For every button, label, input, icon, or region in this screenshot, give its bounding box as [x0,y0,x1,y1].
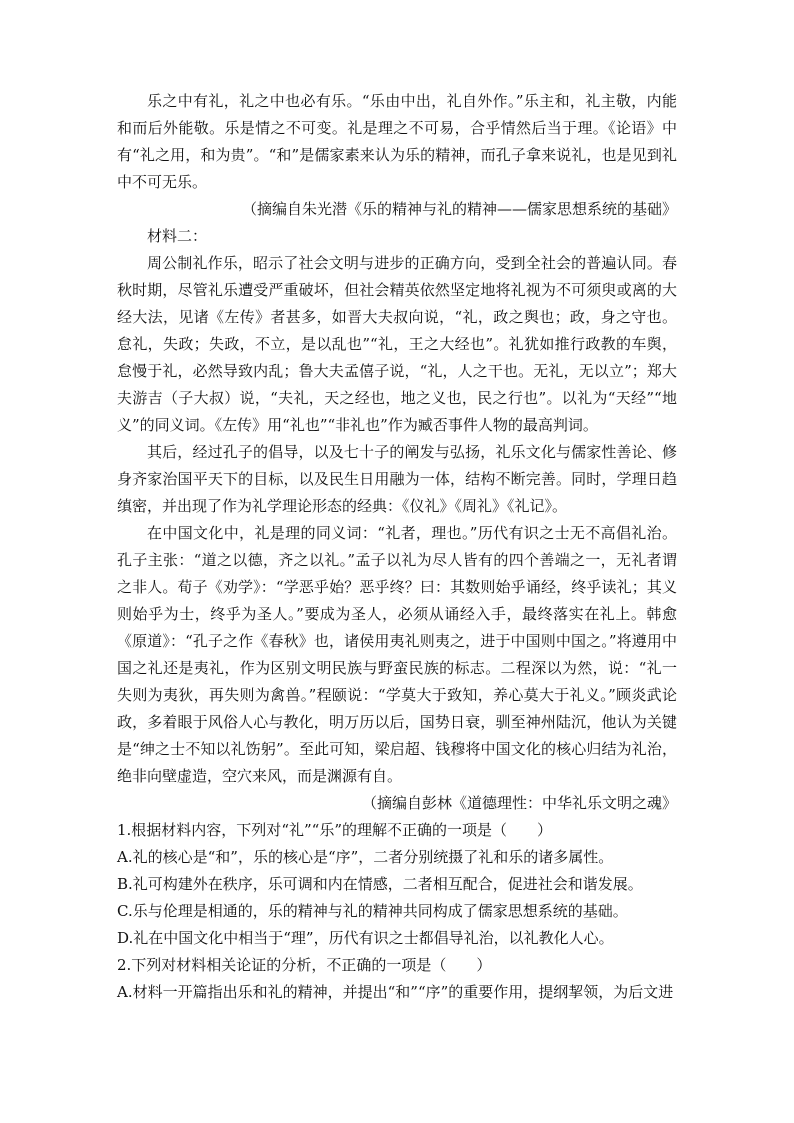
source-citation-1: （摘编自朱光潜《乐的精神与礼的精神——儒家思想系统的基础》 [241,200,677,218]
question-1-option-d: D.礼在中国文化中相当于“理”，历代有识之士都倡导礼治，以礼教化人心。 [117,929,614,947]
question-1-option-c: C.乐与伦理是相通的，乐的精神与礼的精神共同构成了儒家思想系统的基础。 [117,902,628,920]
question-2-option-a: A.材料一开篇指出乐和礼的精神，并提出“和”“序”的重要作用，提纲挈领，为后文进 [117,983,674,1001]
question-1-option-a: A.礼的核心是“和”，乐的核心是“序”，二者分别统摄了礼和乐的诸多属性。 [117,848,614,866]
material2-paragraph-1: 周公制礼作乐，昭示了社会文明与进步的正确方向，受到全社会的普遍认同。春秋时期，尽管礼乐遭受严重破坏，但社会精英依然坚定地将礼视为不可须臾或离的大经大法，见诸《左传》者甚多，如晋大夫叔向说，“礼，政之舆也；政，身之守也。怠礼，失政；失政，不立，是以乱也”“礼，王之大经也”。礼犹如推行政教的车舆，怠慢于礼，必然导致内乱；鲁大夫孟僖子说，“礼，人之干也。无礼，无以立”；郑大夫游吉（子大叔）说，“夫礼，天之经也，地之义也，民之行也”。以礼为“天经”“地义”的同义词。《左传》用“礼也”“非礼也”作为臧否事件人物的最高判词。 [117,254,677,434]
question-2-stem: 2.下列对材料相关论证的分析，不正确的一项是（ ） [117,956,492,974]
material2-paragraph-3: 在中国文化中，礼是理的同义词：“礼者，理也。”历代有识之士无不高倡礼治。孔子主张：“道之以德，齐之以礼。”孟子以礼为尽人皆有的四个善端之一，无礼者谓之非人。荀子《劝学》：“学恶乎始？恶乎终？曰：其数则始乎诵经，终乎读礼；其义则始乎为士，终乎为圣人。”要成为圣人，必须从诵经入手，最终落实在礼上。韩愈《原道》：“孔子之作《春秋》也，诸侯用夷礼则夷之，进于中国则中国之。”将遵用中国之礼还是夷礼，作为区别文明民族与野蛮民族的标志。二程深以为然，说：“礼一失则为夷狄，再失则为禽兽。”程颐说：“学莫大于致知，养心莫大于礼义。”顾炎武论政，多着眼于风俗人心与教化，明万历以后，国势日衰，驯至神州陆沉，他认为关键是“绅之士不知以礼饬躬”。至此可知，梁启超、钱穆将中国文化的核心归结为礼治，绝非向壁虚造，空穴来风，而是渊源有自。 [117,524,677,785]
question-1-option-b: B.礼可构建外在秩序，乐可调和内在情感，二者相互配合，促进社会和谐发展。 [117,875,643,893]
question-1-stem: 1.根据材料内容，下列对“礼”“乐”的理解不正确的一项是（ ） [117,821,552,839]
material1-tail: 乐之中有礼，礼之中也必有乐。“乐由中出，礼自外作。”乐主和，礼主敬，内能和而后外能敬。乐是情之不可变。礼是理之不可易，合乎情然后当于理。《论语》中有“礼之用，和为贵”。“和”是儒家素来认为乐的精神，而孔子拿来说礼，也是见到礼中不可无乐。 [117,92,677,191]
source-citation-2: （摘编自彭林《道德理性：中华礼乐文明之魂》 [361,794,677,812]
material2-heading: 材料二： [147,227,208,245]
material2-paragraph-2: 其后，经过孔子的倡导，以及七十子的阐发与弘扬，礼乐文化与儒家性善论、修身齐家治国平天下的目标，以及民生日用融为一体，结构不断完善。同时，学理日趋缜密，并出现了作为礼学理论形态的经典：《仪礼》《周礼》《礼记》。 [117,443,677,515]
